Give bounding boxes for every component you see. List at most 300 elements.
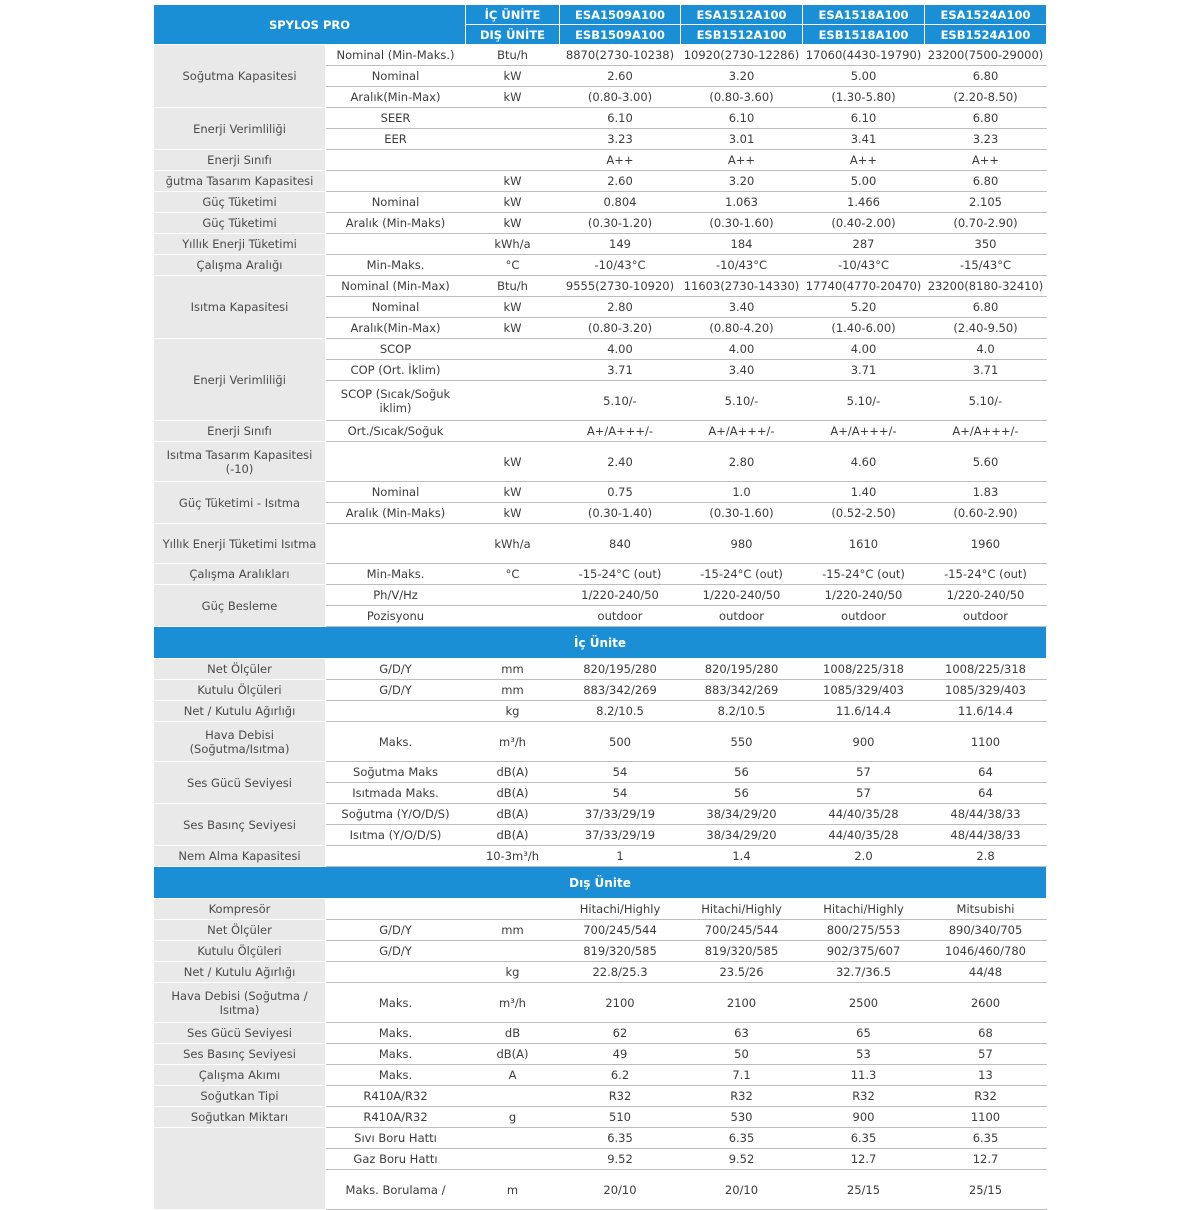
brand-title: SPYLOS PRO xyxy=(154,5,466,45)
spec-value: (0.30-1.40) xyxy=(560,503,681,524)
spec-value: 37/33/29/19 xyxy=(560,804,681,825)
spec-row xyxy=(154,722,1047,762)
spec-value: 1085/329/403 xyxy=(925,680,1047,701)
spec-condition: COP (Ort. İklim) xyxy=(326,360,466,381)
spec-unit xyxy=(466,360,560,381)
spec-value: 9.52 xyxy=(681,1149,803,1170)
spec-group-label: Güç Besleme xyxy=(154,585,326,627)
spec-condition: Min-Maks. xyxy=(326,255,466,276)
spec-value: 13 xyxy=(925,1065,1047,1086)
spec-group-label: Yıllık Enerji Tüketimi Isıtma xyxy=(154,524,326,564)
spec-group-label: Nem Alma Kapasitesi xyxy=(154,846,326,867)
spec-condition: Aralık (Min-Maks) xyxy=(326,213,466,234)
spec-group-label xyxy=(154,1128,326,1210)
spec-value: 44/48 xyxy=(925,962,1047,983)
spec-value: 23.5/26 xyxy=(681,962,803,983)
spec-condition: Min-Maks. xyxy=(326,564,466,585)
spec-value: (0.70-2.90) xyxy=(925,213,1047,234)
spec-value: A++ xyxy=(560,150,681,171)
spec-value: -10/43°C xyxy=(803,255,925,276)
spec-value: Hitachi/Highly xyxy=(803,899,925,920)
spec-group-label: ğutma Tasarım Kapasitesi xyxy=(154,171,326,192)
spec-condition: Nominal xyxy=(326,192,466,213)
spec-unit: Btu/h xyxy=(466,276,560,297)
spec-value: 5.20 xyxy=(803,297,925,318)
spec-unit: °C xyxy=(466,255,560,276)
spec-value: 2.60 xyxy=(560,66,681,87)
spec-row xyxy=(154,564,1047,585)
spec-group-label: Yıllık Enerji Tüketimi xyxy=(154,234,326,255)
spec-row xyxy=(154,1128,1047,1149)
spec-value: 5.60 xyxy=(925,442,1047,482)
spec-value: 9.52 xyxy=(560,1149,681,1170)
spec-unit: Btu/h xyxy=(466,45,560,66)
spec-value: 44/40/35/28 xyxy=(803,804,925,825)
spec-value: (0.30-1.20) xyxy=(560,213,681,234)
spec-value: 65 xyxy=(803,1023,925,1044)
spec-value: -15-24°C (out) xyxy=(560,564,681,585)
spec-value: A++ xyxy=(925,150,1047,171)
spec-group-label: Enerji Sınıfı xyxy=(154,421,326,442)
spec-value: 10920(2730-12286) xyxy=(681,45,803,66)
spec-value: 1085/329/403 xyxy=(803,680,925,701)
spec-value: (2.40-9.50) xyxy=(925,318,1047,339)
spec-value: 37/33/29/19 xyxy=(560,825,681,846)
spec-value: (1.40-6.00) xyxy=(803,318,925,339)
spec-condition: Maks. xyxy=(326,722,466,762)
spec-value: 17060(4430-19790) xyxy=(803,45,925,66)
spec-value: 7.1 xyxy=(681,1065,803,1086)
spec-value: (1.30-5.80) xyxy=(803,87,925,108)
spec-row xyxy=(154,524,1047,564)
spec-value: outdoor xyxy=(925,606,1047,627)
spec-group-label: Ses Gücü Seviyesi xyxy=(154,762,326,804)
spec-value: 2600 xyxy=(925,983,1047,1023)
spec-value: 64 xyxy=(925,783,1047,804)
spec-value: 900 xyxy=(803,1107,925,1128)
spec-row xyxy=(154,1086,1047,1107)
spec-group-label: Enerji Verimliliği xyxy=(154,108,326,150)
spec-value: 1100 xyxy=(925,722,1047,762)
spec-value: 11.6/14.4 xyxy=(803,701,925,722)
section-title: İç Ünite xyxy=(154,627,1047,659)
spec-row xyxy=(154,1107,1047,1128)
spec-condition: Maks. xyxy=(326,983,466,1023)
spec-row xyxy=(154,804,1047,825)
spec-value: 1/220-240/50 xyxy=(681,585,803,606)
spec-group-label: Hava Debisi (Soğutma / Isıtma) xyxy=(154,983,326,1023)
spec-group-label: Net Ölçüler xyxy=(154,659,326,680)
spec-value: (0.30-1.60) xyxy=(681,213,803,234)
spec-value: 22.8/25.3 xyxy=(560,962,681,983)
spec-group-label: Güç Tüketimi xyxy=(154,213,326,234)
spec-unit: kW xyxy=(466,171,560,192)
spec-row xyxy=(154,762,1047,783)
spec-condition: Pozisyonu xyxy=(326,606,466,627)
spec-unit xyxy=(466,1128,560,1149)
spec-value: 1610 xyxy=(803,524,925,564)
spec-value: 3.23 xyxy=(560,129,681,150)
spec-value: 3.71 xyxy=(560,360,681,381)
spec-value: 6.10 xyxy=(681,108,803,129)
spec-value: outdoor xyxy=(803,606,925,627)
spec-value: 530 xyxy=(681,1107,803,1128)
spec-value: 6.10 xyxy=(803,108,925,129)
spec-group-label: Ses Gücü Seviyesi xyxy=(154,1023,326,1044)
spec-unit xyxy=(466,941,560,962)
spec-value: R32 xyxy=(560,1086,681,1107)
spec-row xyxy=(154,213,1047,234)
spec-unit: kWh/a xyxy=(466,234,560,255)
spec-value: 12.7 xyxy=(925,1149,1047,1170)
spec-unit: dB xyxy=(466,1023,560,1044)
spec-unit: kW xyxy=(466,213,560,234)
spec-value: 1.063 xyxy=(681,192,803,213)
spec-value: 68 xyxy=(925,1023,1047,1044)
spec-row xyxy=(154,983,1047,1023)
spec-value: 1.83 xyxy=(925,482,1047,503)
spec-condition: Maks. xyxy=(326,1044,466,1065)
spec-condition: Aralık (Min-Maks) xyxy=(326,503,466,524)
spec-value: 6.35 xyxy=(925,1128,1047,1149)
spec-value: Hitachi/Highly xyxy=(681,899,803,920)
spec-row xyxy=(154,1065,1047,1086)
spec-condition xyxy=(326,442,466,482)
indoor-model: ESA1509A100 xyxy=(560,5,681,25)
spec-condition xyxy=(326,150,466,171)
spec-value: 56 xyxy=(681,762,803,783)
spec-value: 350 xyxy=(925,234,1047,255)
spec-unit: A xyxy=(466,1065,560,1086)
spec-condition: Maks. xyxy=(326,1023,466,1044)
spec-group-label: Net / Kutulu Ağırlığı xyxy=(154,962,326,983)
outdoor-unit-label: DIŞ ÜNİTE xyxy=(466,25,560,45)
spec-value: 6.35 xyxy=(803,1128,925,1149)
spec-group-label: Soğutkan Miktarı xyxy=(154,1107,326,1128)
spec-value: 3.40 xyxy=(681,360,803,381)
spec-unit: dB(A) xyxy=(466,783,560,804)
spec-value: 4.60 xyxy=(803,442,925,482)
spec-value: 1960 xyxy=(925,524,1047,564)
spec-value: 883/342/269 xyxy=(681,680,803,701)
spec-value: 1.4 xyxy=(681,846,803,867)
spec-value: 63 xyxy=(681,1023,803,1044)
spec-unit: kW xyxy=(466,482,560,503)
spec-value: (0.80-3.60) xyxy=(681,87,803,108)
spec-sheet xyxy=(153,4,1046,1210)
section-title: Dış Ünite xyxy=(154,867,1047,899)
spec-value: 4.00 xyxy=(803,339,925,360)
spec-value: 1100 xyxy=(925,1107,1047,1128)
spec-value: 11.6/14.4 xyxy=(925,701,1047,722)
spec-value: 11.3 xyxy=(803,1065,925,1086)
spec-value: 25/15 xyxy=(803,1170,925,1210)
spec-unit xyxy=(466,1086,560,1107)
spec-value: 980 xyxy=(681,524,803,564)
spec-value: R32 xyxy=(681,1086,803,1107)
spec-value: 48/44/38/33 xyxy=(925,804,1047,825)
spec-condition: Aralık(Min-Max) xyxy=(326,318,466,339)
spec-condition: Maks. Borulama / xyxy=(326,1170,466,1210)
spec-value: (0.80-3.00) xyxy=(560,87,681,108)
spec-unit: m xyxy=(466,1170,560,1210)
spec-unit: mm xyxy=(466,680,560,701)
spec-value: 6.80 xyxy=(925,66,1047,87)
spec-value: 1.0 xyxy=(681,482,803,503)
spec-value: 3.71 xyxy=(803,360,925,381)
spec-row xyxy=(154,941,1047,962)
outdoor-model: ESB1518A100 xyxy=(803,25,925,45)
spec-value: 38/34/29/20 xyxy=(681,825,803,846)
spec-condition: G/D/Y xyxy=(326,941,466,962)
spec-value: 6.80 xyxy=(925,108,1047,129)
spec-value: 4.0 xyxy=(925,339,1047,360)
spec-value: 2.105 xyxy=(925,192,1047,213)
spec-row xyxy=(154,1023,1047,1044)
spec-row xyxy=(154,255,1047,276)
spec-row xyxy=(154,846,1047,867)
spec-value: 54 xyxy=(560,762,681,783)
spec-unit xyxy=(466,421,560,442)
spec-value: 890/340/705 xyxy=(925,920,1047,941)
spec-value: -15-24°C (out) xyxy=(925,564,1047,585)
spec-row xyxy=(154,585,1047,606)
spec-group-label: Isıtma Tasarım Kapasitesi (-10) xyxy=(154,442,326,482)
spec-value: 57 xyxy=(925,1044,1047,1065)
spec-unit: kW xyxy=(466,66,560,87)
spec-condition: Nominal xyxy=(326,297,466,318)
spec-row xyxy=(154,108,1047,129)
spec-value: 49 xyxy=(560,1044,681,1065)
spec-value: 5.00 xyxy=(803,171,925,192)
spec-value: A+/A+++/- xyxy=(560,421,681,442)
spec-condition: Gaz Boru Hattı xyxy=(326,1149,466,1170)
spec-value: -10/43°C xyxy=(681,255,803,276)
spec-value: 800/275/553 xyxy=(803,920,925,941)
spec-group-label: Kutulu Ölçüleri xyxy=(154,680,326,701)
spec-value: (0.60-2.90) xyxy=(925,503,1047,524)
indoor-model: ESA1524A100 xyxy=(925,5,1047,25)
spec-value: 2.40 xyxy=(560,442,681,482)
spec-value: 4.00 xyxy=(681,339,803,360)
spec-value: 1.466 xyxy=(803,192,925,213)
spec-value: 819/320/585 xyxy=(681,941,803,962)
spec-value: 6.10 xyxy=(560,108,681,129)
spec-unit xyxy=(466,899,560,920)
spec-value: 0.75 xyxy=(560,482,681,503)
spec-unit: dB(A) xyxy=(466,804,560,825)
spec-row xyxy=(154,482,1047,503)
spec-unit: kW xyxy=(466,503,560,524)
spec-unit: kW xyxy=(466,297,560,318)
spec-condition: SCOP (Sıcak/Soğuk iklim) xyxy=(326,381,466,421)
spec-value: Hitachi/Highly xyxy=(560,899,681,920)
spec-row xyxy=(154,234,1047,255)
spec-group-label: Enerji Sınıfı xyxy=(154,150,326,171)
spec-value: A+/A+++/- xyxy=(681,421,803,442)
spec-value: 820/195/280 xyxy=(681,659,803,680)
spec-value: 8870(2730-10238) xyxy=(560,45,681,66)
spec-condition: G/D/Y xyxy=(326,680,466,701)
spec-value: -15-24°C (out) xyxy=(803,564,925,585)
spec-value: 1008/225/318 xyxy=(925,659,1047,680)
spec-value: 8.2/10.5 xyxy=(560,701,681,722)
spec-value: 2.80 xyxy=(560,297,681,318)
spec-value: 2100 xyxy=(681,983,803,1023)
spec-value: (0.80-4.20) xyxy=(681,318,803,339)
indoor-unit-label: İÇ ÜNİTE xyxy=(466,5,560,25)
spec-unit xyxy=(466,150,560,171)
spec-unit xyxy=(466,1149,560,1170)
spec-condition: Nominal (Min-Max) xyxy=(326,276,466,297)
spec-unit xyxy=(466,339,560,360)
spec-value: 20/10 xyxy=(560,1170,681,1210)
spec-condition: G/D/Y xyxy=(326,659,466,680)
spec-condition xyxy=(326,899,466,920)
spec-row xyxy=(154,150,1047,171)
spec-condition xyxy=(326,171,466,192)
spec-value: 184 xyxy=(681,234,803,255)
spec-unit: kW xyxy=(466,87,560,108)
spec-value: A+/A+++/- xyxy=(925,421,1047,442)
spec-condition: G/D/Y xyxy=(326,920,466,941)
spec-condition: Soğutma (Y/O/D/S) xyxy=(326,804,466,825)
spec-value: 38/34/29/20 xyxy=(681,804,803,825)
spec-value: 5.10/- xyxy=(681,381,803,421)
spec-value: 149 xyxy=(560,234,681,255)
spec-row xyxy=(154,899,1047,920)
spec-value: 700/245/544 xyxy=(560,920,681,941)
spec-group-label: Enerji Verimliliği xyxy=(154,339,326,421)
spec-row xyxy=(154,171,1047,192)
spec-condition: Maks. xyxy=(326,1065,466,1086)
spec-row xyxy=(154,192,1047,213)
spec-unit: kWh/a xyxy=(466,524,560,564)
spec-value: 57 xyxy=(803,762,925,783)
spec-value: 900 xyxy=(803,722,925,762)
spec-value: 53 xyxy=(803,1044,925,1065)
spec-condition xyxy=(326,701,466,722)
spec-value: 5.10/- xyxy=(803,381,925,421)
spec-value: 3.20 xyxy=(681,171,803,192)
spec-value: 6.35 xyxy=(681,1128,803,1149)
section-band-outdoor xyxy=(154,867,1047,899)
spec-value: 2.80 xyxy=(681,442,803,482)
spec-value: 2.60 xyxy=(560,171,681,192)
spec-condition: SEER xyxy=(326,108,466,129)
spec-value: 510 xyxy=(560,1107,681,1128)
spec-condition xyxy=(326,846,466,867)
spec-value: 4.00 xyxy=(560,339,681,360)
spec-value: 48/44/38/33 xyxy=(925,825,1047,846)
spec-row xyxy=(154,276,1047,297)
spec-value: (0.52-2.50) xyxy=(803,503,925,524)
spec-value: 500 xyxy=(560,722,681,762)
spec-value: 287 xyxy=(803,234,925,255)
indoor-model: ESA1512A100 xyxy=(681,5,803,25)
spec-group-label: Net / Kutulu Ağırlığı xyxy=(154,701,326,722)
spec-condition: Isıtmada Maks. xyxy=(326,783,466,804)
spec-unit: dB(A) xyxy=(466,825,560,846)
spec-unit xyxy=(466,585,560,606)
spec-value: A++ xyxy=(803,150,925,171)
outdoor-model: ESB1512A100 xyxy=(681,25,803,45)
spec-value: 2.8 xyxy=(925,846,1047,867)
indoor-model: ESA1518A100 xyxy=(803,5,925,25)
spec-value: 5.00 xyxy=(803,66,925,87)
spec-condition: Nominal xyxy=(326,66,466,87)
spec-value: 5.10/- xyxy=(560,381,681,421)
spec-value: 819/320/585 xyxy=(560,941,681,962)
spec-unit xyxy=(466,108,560,129)
spec-unit: kW xyxy=(466,192,560,213)
spec-value: 1008/225/318 xyxy=(803,659,925,680)
spec-value: 64 xyxy=(925,762,1047,783)
spec-value: A+/A+++/- xyxy=(803,421,925,442)
spec-value: R32 xyxy=(803,1086,925,1107)
spec-table xyxy=(153,4,1047,1210)
spec-value: 2.0 xyxy=(803,846,925,867)
spec-value: 700/245/544 xyxy=(681,920,803,941)
spec-unit xyxy=(466,129,560,150)
spec-group-label: Hava Debisi (Soğutma/Isıtma) xyxy=(154,722,326,762)
spec-row xyxy=(154,442,1047,482)
spec-value: 3.23 xyxy=(925,129,1047,150)
spec-unit: g xyxy=(466,1107,560,1128)
spec-value: 11603(2730-14330) xyxy=(681,276,803,297)
spec-value: 3.20 xyxy=(681,66,803,87)
spec-value: (2.20-8.50) xyxy=(925,87,1047,108)
spec-group-label: Güç Tüketimi xyxy=(154,192,326,213)
spec-row xyxy=(154,920,1047,941)
spec-value: 550 xyxy=(681,722,803,762)
spec-value: 8.2/10.5 xyxy=(681,701,803,722)
spec-value: 62 xyxy=(560,1023,681,1044)
spec-value: 1.40 xyxy=(803,482,925,503)
spec-row xyxy=(154,1044,1047,1065)
spec-group-label: Güç Tüketimi - Isıtma xyxy=(154,482,326,524)
spec-value: 56 xyxy=(681,783,803,804)
spec-value: 1/220-240/50 xyxy=(560,585,681,606)
spec-condition: SCOP xyxy=(326,339,466,360)
spec-value: 20/10 xyxy=(681,1170,803,1210)
spec-value: 57 xyxy=(803,783,925,804)
spec-condition: R410A/R32 xyxy=(326,1086,466,1107)
spec-value: 23200(8180-32410) xyxy=(925,276,1047,297)
spec-group-label: Çalışma Akımı xyxy=(154,1065,326,1086)
spec-condition xyxy=(326,962,466,983)
spec-value: 54 xyxy=(560,783,681,804)
spec-value: -15/43°C xyxy=(925,255,1047,276)
spec-value: 25/15 xyxy=(925,1170,1047,1210)
spec-value: -15-24°C (out) xyxy=(681,564,803,585)
spec-row xyxy=(154,962,1047,983)
spec-value: 1/220-240/50 xyxy=(925,585,1047,606)
spec-group-label: Ses Basınç Seviyesi xyxy=(154,804,326,846)
spec-value: 840 xyxy=(560,524,681,564)
spec-value: 6.2 xyxy=(560,1065,681,1086)
spec-value: 820/195/280 xyxy=(560,659,681,680)
spec-value: 3.40 xyxy=(681,297,803,318)
spec-condition xyxy=(326,524,466,564)
spec-value: (0.40-2.00) xyxy=(803,213,925,234)
spec-unit: dB(A) xyxy=(466,762,560,783)
spec-group-label: Net Ölçüler xyxy=(154,920,326,941)
spec-value: 12.7 xyxy=(803,1149,925,1170)
spec-unit: °C xyxy=(466,564,560,585)
spec-condition: R410A/R32 xyxy=(326,1107,466,1128)
spec-unit: mm xyxy=(466,659,560,680)
